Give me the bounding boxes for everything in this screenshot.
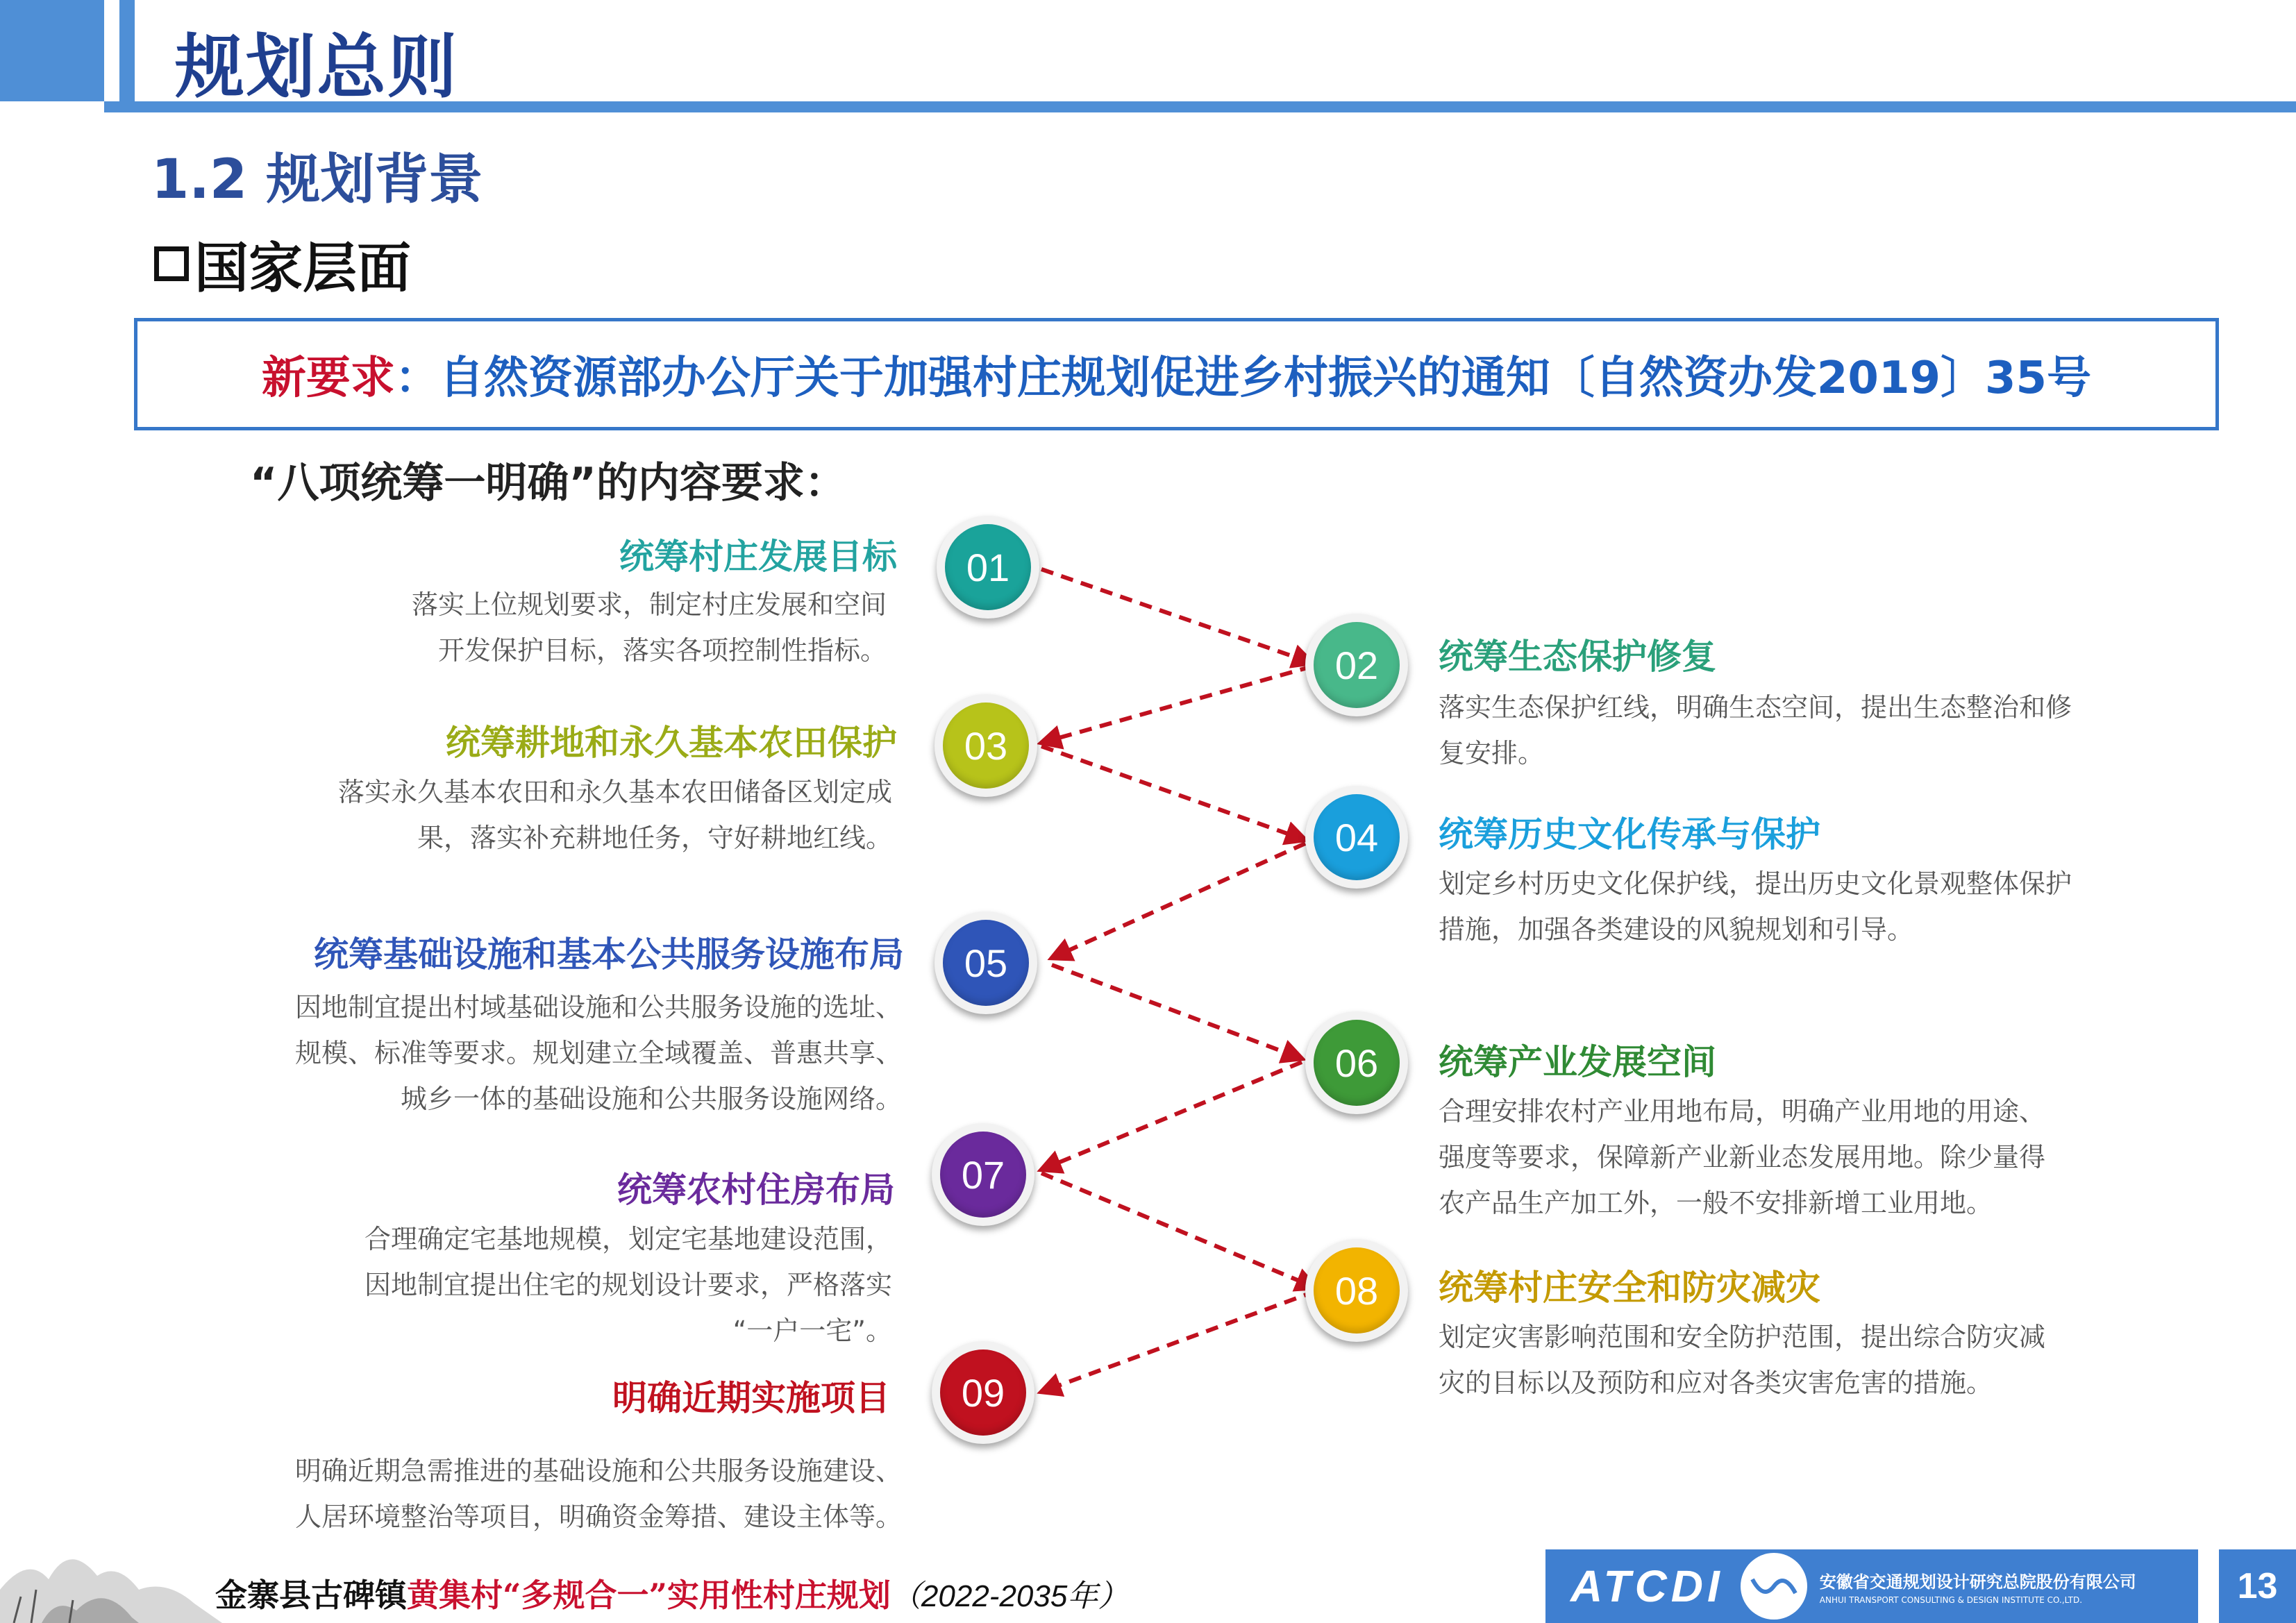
footer-project-title <box>215 1570 1128 1616</box>
notice-colon: ： <box>394 353 439 404</box>
desc-line: 城乡一体的基础设施和公共服务设施网络。 <box>400 1084 902 1114</box>
step-number: 06 <box>1314 1020 1400 1106</box>
footer-county: 金寨县古碑镇 <box>215 1576 407 1614</box>
level-title-text: 国家层面 <box>194 237 412 300</box>
desc-line: “一户一宅”。 <box>732 1315 892 1346</box>
desc-line: 明确近期急需推进的基础设施和公共服务设施建设、 <box>294 1456 902 1486</box>
company-name <box>1820 1568 2136 1605</box>
desc-line: 规模、标准等要求。规划建立全域覆盖、普惠共享、 <box>294 1038 902 1068</box>
item-desc-07 <box>364 1216 892 1354</box>
desc-line: 因地制宜提出村域基础设施和公共服务设施的选址、 <box>294 992 902 1023</box>
step-circle-04 <box>1305 786 1408 889</box>
item-desc-02 <box>1439 684 2072 776</box>
step-circle-05 <box>935 911 1037 1014</box>
step-circle-09 <box>932 1341 1034 1444</box>
company-name-cn: 安徽省交通规划设计研究总院股份有限公司 <box>1819 1572 2136 1592</box>
item-desc-04 <box>1439 861 2072 952</box>
arrow-07-08 <box>1041 1173 1316 1288</box>
item-desc-03 <box>338 769 892 861</box>
section-title: 1.2 规划背景 <box>151 149 483 211</box>
desc-line: 农产品生产加工外，一般不安排新增工业用地。 <box>1439 1188 1993 1218</box>
ink-landscape-decoration <box>0 1513 222 1623</box>
wave-logo-icon <box>1741 1553 1807 1620</box>
desc-line: 果，落实补充耕地任务，守好耕地红线。 <box>417 823 892 853</box>
arrow-03-04 <box>1041 746 1305 840</box>
notice-prefix: 新要求 <box>261 353 395 404</box>
item-title-01: 统筹村庄发展目标 <box>619 537 897 577</box>
desc-line: 因地制宜提出住宅的规划设计要求，严格落实 <box>364 1270 892 1300</box>
arrow-06-07 <box>1041 1062 1302 1170</box>
step-circle-07 <box>932 1123 1034 1226</box>
step-circle-06 <box>1305 1011 1408 1114</box>
step-number: 02 <box>1314 622 1400 708</box>
arrow-05-06 <box>1052 965 1302 1059</box>
item-title-02: 统筹生态保护修复 <box>1439 637 1716 677</box>
desc-line: 强度等要求，保障新产业新业态发展用地。除少量得 <box>1439 1142 2046 1172</box>
step-number: 01 <box>945 524 1031 610</box>
step-number: 04 <box>1314 794 1400 880</box>
step-number: 08 <box>1314 1247 1400 1334</box>
arrow-04-05 <box>1052 843 1305 958</box>
desc-line: 落实生态保护红线，明确生态空间，提出生态整治和修 <box>1439 692 2072 723</box>
footer-years: （2022-2035年） <box>890 1579 1129 1613</box>
desc-line: 灾的目标以及预防和应对各类灾害危害的措施。 <box>1439 1368 1993 1398</box>
item-title-06: 统筹产业发展空间 <box>1439 1042 1716 1082</box>
step-circle-01 <box>937 516 1039 619</box>
page-number: 13 <box>2219 1549 2296 1623</box>
desc-line: 人居环境整治等项目，明确资金筹措、建设主体等。 <box>294 1502 902 1532</box>
item-desc-06 <box>1439 1088 2045 1226</box>
item-desc-08 <box>1439 1314 2045 1406</box>
desc-line: 复安排。 <box>1439 738 1545 768</box>
desc-line: 划定乡村历史文化保护线，提出历史文化景观整体保护 <box>1439 868 2072 899</box>
desc-line: 措施，加强各类建设的风貌规划和引导。 <box>1439 914 1914 945</box>
notice-text: 自然资源部办公厅关于加强村庄规划促进乡村振兴的通知〔自然资办发2019〕35号 <box>439 353 2092 404</box>
item-desc-09 <box>295 1448 902 1540</box>
step-number: 05 <box>943 920 1029 1006</box>
desc-line: 落实上位规划要求，制定村庄发展和空间 <box>411 589 887 620</box>
company-logo <box>1545 1549 2198 1623</box>
footer-project: 黄集村“多规合一”实用性村庄规划 <box>407 1576 891 1614</box>
desc-line: 合理安排农村产业用地布局，明确产业用地的用途、 <box>1439 1096 2046 1127</box>
company-name-en: ANHUI TRANSPORT CONSULTING & DESIGN INSTITUTE CO.,LTD. <box>1819 1595 2083 1605</box>
desc-line: 合理确定宅基地规模，划定宅基地建设范围， <box>364 1224 892 1254</box>
arrow-08-09 <box>1041 1291 1316 1392</box>
item-title-05: 统筹基础设施和基本公共服务设施布局 <box>314 934 904 975</box>
item-title-09: 明确近期实施项目 <box>612 1378 890 1418</box>
item-title-03: 统筹耕地和永久基本农田保护 <box>446 723 897 763</box>
content-heading: “八项统筹一明确”的内容要求： <box>250 459 846 507</box>
item-title-04: 统筹历史文化传承与保护 <box>1439 814 1820 855</box>
item-desc-05 <box>295 984 902 1122</box>
slide-title: 规划总则 <box>175 26 458 108</box>
step-circle-08 <box>1305 1239 1408 1342</box>
item-desc-01 <box>412 582 887 673</box>
logo-wordmark: ATCDI <box>1570 1561 1724 1611</box>
desc-line: 落实永久基本农田和永久基本农田储备区划定成 <box>337 777 892 807</box>
arrow-02-03 <box>1041 666 1312 743</box>
desc-line: 划定灾害影响范围和安全防护范围，提出综合防灾减 <box>1439 1322 2046 1352</box>
step-number: 07 <box>940 1132 1026 1218</box>
item-title-08: 统筹村庄安全和防灾减灾 <box>1439 1268 1820 1308</box>
step-circle-03 <box>935 694 1037 797</box>
item-title-07: 统筹农村住房布局 <box>617 1170 895 1210</box>
arrow-01-02 <box>1041 569 1312 663</box>
desc-line: 开发保护目标，落实各项控制性指标。 <box>437 635 887 666</box>
step-circle-02 <box>1305 614 1408 716</box>
step-number: 09 <box>940 1349 1026 1436</box>
step-number: 03 <box>943 703 1029 789</box>
